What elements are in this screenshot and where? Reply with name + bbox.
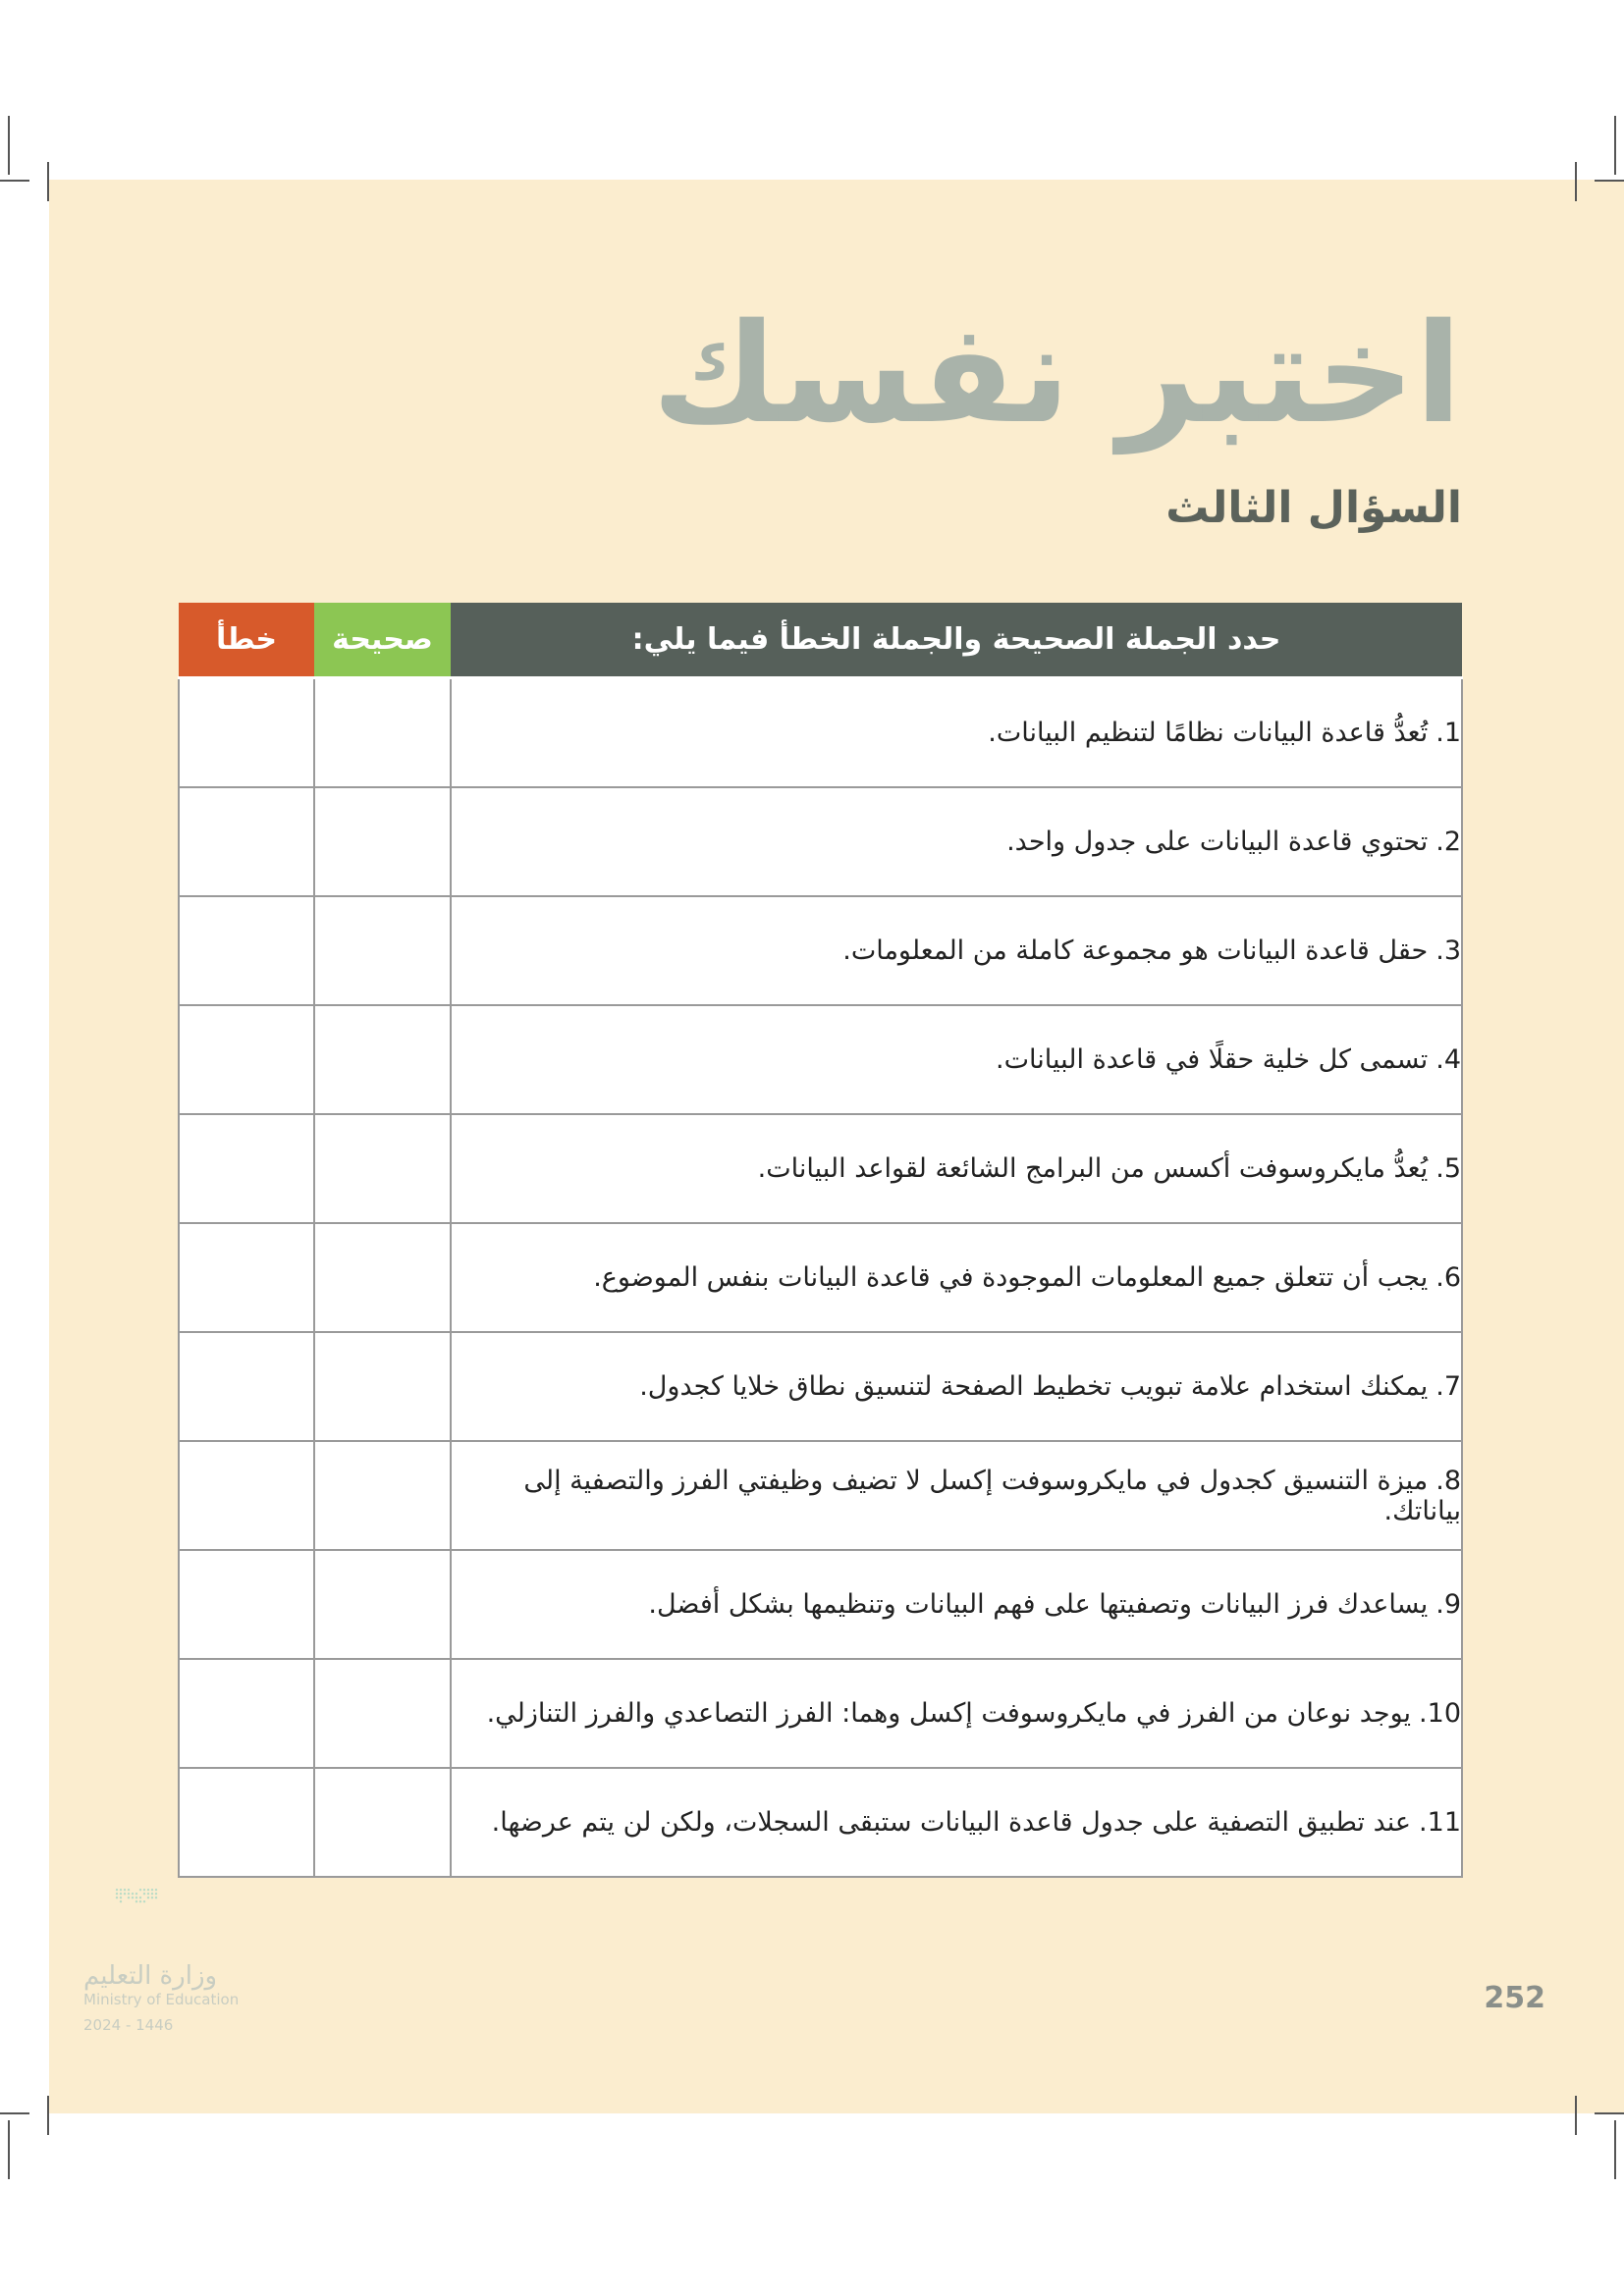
crop-mark	[1614, 116, 1616, 175]
crop-mark	[47, 2096, 49, 2135]
question-subtitle: السؤال الثالث	[1165, 483, 1462, 533]
answer-false-cell[interactable]	[179, 1332, 314, 1441]
header-true: صحيحة	[314, 603, 451, 678]
answer-false-cell[interactable]	[179, 1659, 314, 1768]
ministry-year: 2024 - 1446	[83, 2016, 174, 2034]
crop-mark	[0, 2112, 29, 2114]
crop-mark	[47, 162, 49, 201]
statement-text: حقل قاعدة البيانات هو مجموعة كاملة من المعلومات.	[842, 935, 1429, 966]
statement-cell	[451, 1223, 1462, 1332]
statement-number: 2.	[1435, 827, 1461, 857]
statement-cell	[451, 1441, 1462, 1550]
ministry-logo-dots-icon	[83, 1887, 339, 1946]
statement-text: يمكنك استخدام علامة تبويب تخطيط الصفحة لتنسيق نطاق خلايا كجدول.	[639, 1371, 1429, 1402]
ministry-name-english: Ministry of Education	[83, 1991, 240, 2008]
table-row	[179, 1659, 1462, 1768]
answer-false-cell[interactable]	[179, 1005, 314, 1114]
statement-cell	[451, 1768, 1462, 1877]
page-number: 252	[1484, 1981, 1545, 2015]
answer-false-cell[interactable]	[179, 1768, 314, 1877]
table-row	[179, 1550, 1462, 1659]
crop-mark	[1575, 2096, 1577, 2135]
answer-true-cell[interactable]	[314, 1332, 451, 1441]
statement-cell	[451, 1550, 1462, 1659]
statement-text: تسمى كل خلية حقلًا في قاعدة البيانات.	[996, 1044, 1429, 1075]
statement-cell	[451, 787, 1462, 896]
crop-mark	[8, 2120, 10, 2179]
statement-cell	[451, 1332, 1462, 1441]
answer-true-cell[interactable]	[314, 787, 451, 896]
table-row	[179, 787, 1462, 896]
table-row	[179, 1332, 1462, 1441]
crop-mark	[0, 180, 29, 182]
statement-number: 10.	[1419, 1698, 1461, 1729]
true-false-table	[178, 603, 1463, 1878]
table-row	[179, 896, 1462, 1005]
answer-false-cell[interactable]	[179, 1550, 314, 1659]
answer-true-cell[interactable]	[314, 1223, 451, 1332]
statement-number: 6.	[1435, 1262, 1461, 1293]
answer-true-cell[interactable]	[314, 1659, 451, 1768]
answer-true-cell[interactable]	[314, 896, 451, 1005]
header-false: خطأ	[179, 603, 314, 678]
answer-true-cell[interactable]	[314, 1550, 451, 1659]
answer-true-cell[interactable]	[314, 678, 451, 788]
statement-cell	[451, 896, 1462, 1005]
answer-false-cell[interactable]	[179, 896, 314, 1005]
table-row	[179, 1441, 1462, 1550]
table-row	[179, 678, 1462, 788]
table-row	[179, 1005, 1462, 1114]
ministry-name-arabic: وزارة التعليم	[83, 1961, 218, 1991]
statement-text: عند تطبيق التصفية على جدول قاعدة البيانات ستبقى السجلات، ولكن لن يتم عرضها.	[491, 1807, 1412, 1838]
statement-text: تحتوي قاعدة البيانات على جدول واحد.	[1006, 827, 1429, 857]
answer-true-cell[interactable]	[314, 1768, 451, 1877]
answer-true-cell[interactable]	[314, 1441, 451, 1550]
statement-number: 7.	[1435, 1371, 1461, 1402]
table-row	[179, 1768, 1462, 1877]
crop-mark	[8, 116, 10, 175]
table-row	[179, 1114, 1462, 1223]
statement-cell	[451, 1005, 1462, 1114]
statement-text: ميزة التنسيق كجدول في مايكروسوفت إكسل لا تضيف وظيفتي الفرز والتصفية إلى بياناتك.	[523, 1465, 1461, 1526]
crop-mark	[1595, 180, 1624, 182]
statement-cell	[451, 678, 1462, 788]
statement-text: يُعدُّ مايكروسوفت أكسس من البرامج الشائعة لقواعد البيانات.	[757, 1153, 1429, 1184]
crop-mark	[1614, 2120, 1616, 2179]
statement-number: 5.	[1435, 1153, 1461, 1184]
crop-mark	[1575, 162, 1577, 201]
statement-number: 9.	[1435, 1589, 1461, 1620]
table-header-row	[179, 603, 1462, 678]
statement-cell	[451, 1114, 1462, 1223]
answer-true-cell[interactable]	[314, 1114, 451, 1223]
statement-text: يساعدك فرز البيانات وتصفيتها على فهم البيانات وتنظيمها بشكل أفضل.	[648, 1589, 1429, 1620]
answer-false-cell[interactable]	[179, 787, 314, 896]
statement-number: 11.	[1419, 1807, 1461, 1838]
statement-text: يوجد نوعان من الفرز في مايكروسوفت إكسل وهما: الفرز التصاعدي والفرز التنازلي.	[486, 1698, 1412, 1729]
answer-false-cell[interactable]	[179, 1441, 314, 1550]
answer-false-cell[interactable]	[179, 1114, 314, 1223]
statement-text: تُعدُّ قاعدة البيانات نظامًا لتنظيم البيانات.	[988, 718, 1429, 748]
statement-cell	[451, 1659, 1462, 1768]
answer-true-cell[interactable]	[314, 1005, 451, 1114]
answer-false-cell[interactable]	[179, 678, 314, 788]
page-title: اختبر نفسك	[651, 294, 1462, 454]
answer-false-cell[interactable]	[179, 1223, 314, 1332]
crop-mark	[1595, 2112, 1624, 2114]
statement-number: 3.	[1435, 935, 1461, 966]
header-statement: حدد الجملة الصحيحة والجملة الخطأ فيما يلي:	[451, 603, 1462, 678]
statement-number: 8.	[1435, 1465, 1461, 1496]
statement-number: 4.	[1435, 1044, 1461, 1075]
statement-number: 1.	[1435, 718, 1461, 748]
statement-text: يجب أن تتعلق جميع المعلومات الموجودة في قاعدة البيانات بنفس الموضوع.	[593, 1262, 1429, 1293]
table-row	[179, 1223, 1462, 1332]
